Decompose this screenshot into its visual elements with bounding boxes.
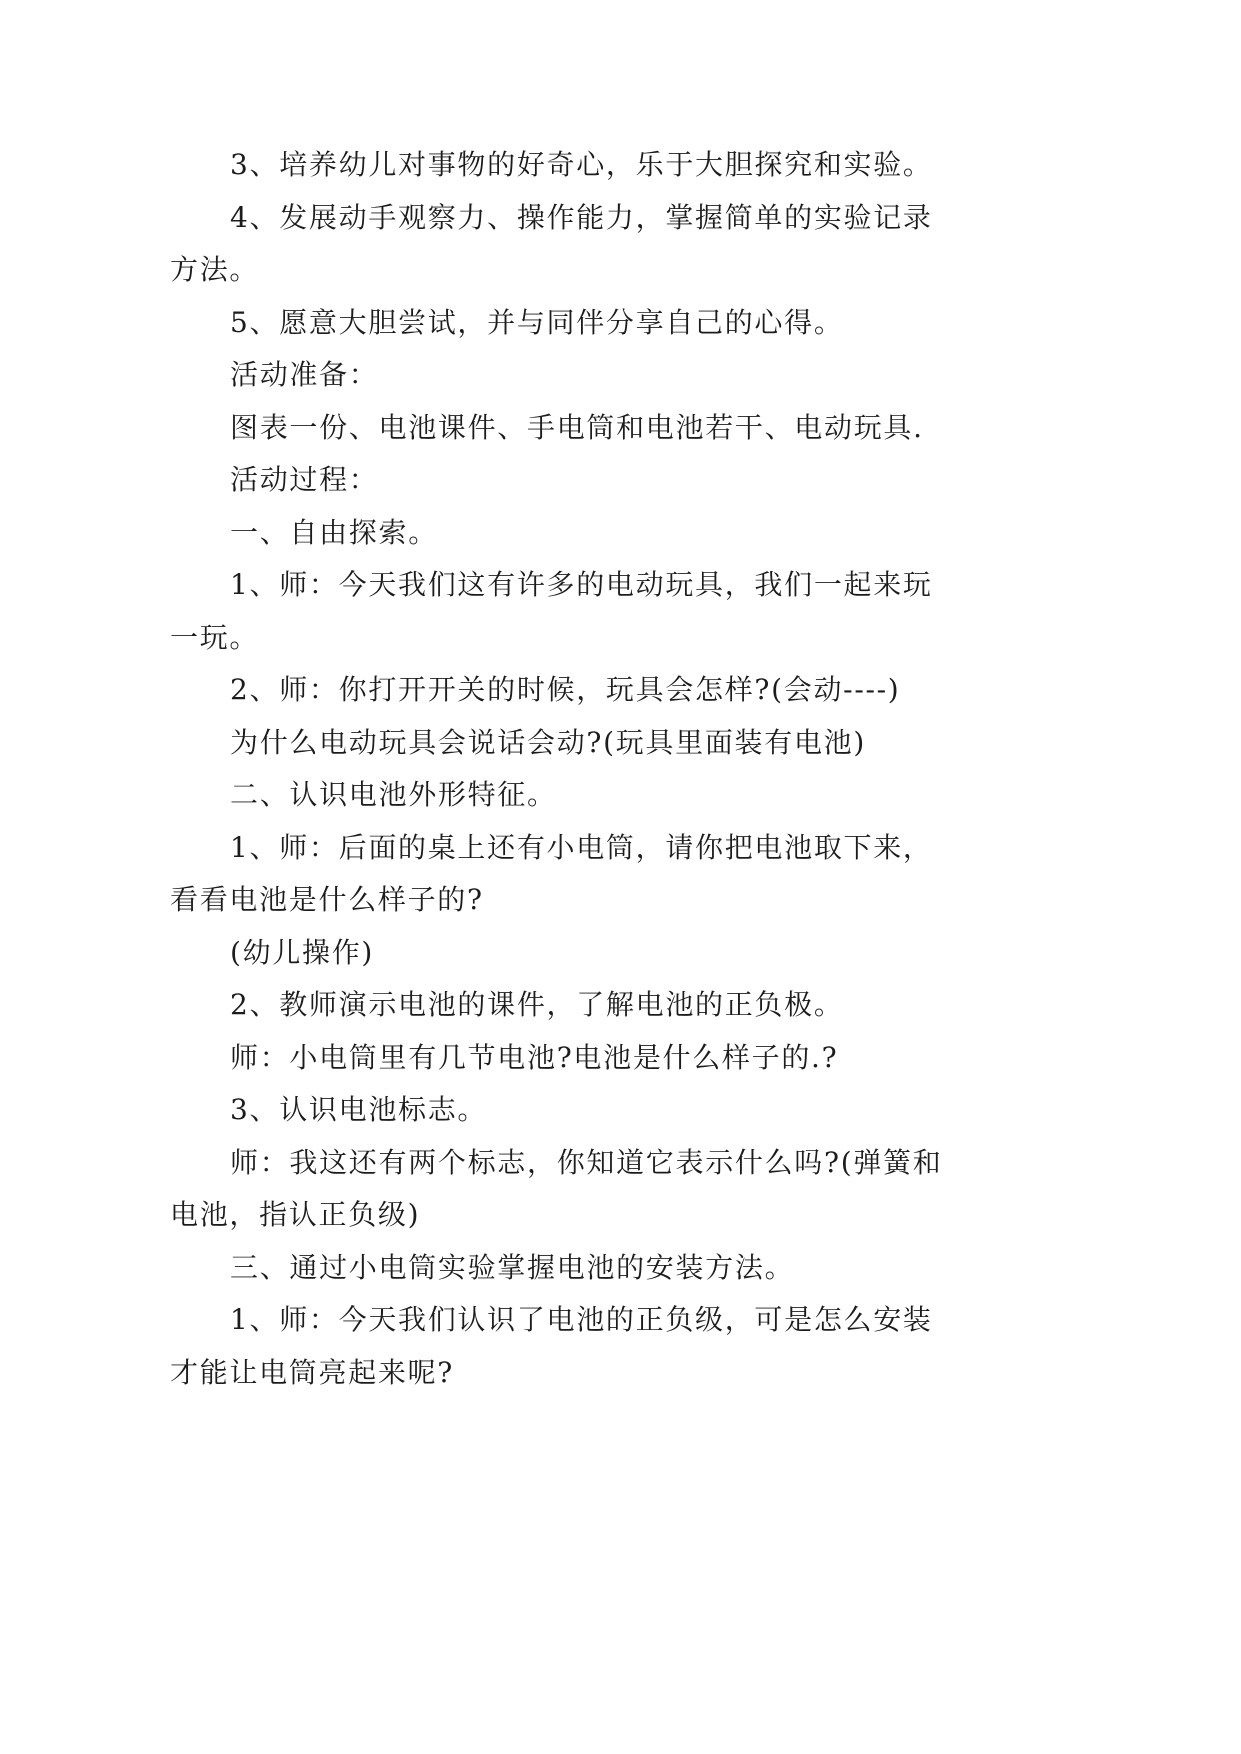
paragraph-line: 活动过程： <box>230 463 379 496</box>
paragraph-line: 师：小电筒里有几节电池?电池是什么样子的.? <box>230 1040 839 1074</box>
paragraph-line: 才能让电筒亮起来呢? <box>170 1355 455 1389</box>
paragraph-line: 4、发展动手观察力、操作能力，掌握简单的实验记录 <box>230 200 933 234</box>
paragraph-line: 一、自由探索。 <box>230 515 438 549</box>
objective-item <box>170 192 970 297</box>
materials-text <box>170 402 970 455</box>
paragraph-line: 为什么电动玩具会说话会动?(玩具里面装有电池) <box>230 725 866 759</box>
paragraph-line: 1、师：今天我们这有许多的电动玩具，我们一起来玩 <box>230 568 933 601</box>
paragraph-line: 看看电池是什么样子的? <box>170 883 484 916</box>
paragraph-line: 方法。 <box>170 253 260 286</box>
paragraph-line: 5、愿意大胆尝试，并与同伴分享自己的心得。 <box>230 305 844 339</box>
step-item <box>170 1084 970 1137</box>
step-item <box>170 1294 970 1399</box>
document-body <box>170 139 970 1399</box>
section-heading-preparation <box>170 349 970 402</box>
step-text <box>170 927 970 980</box>
step-text <box>170 1032 970 1085</box>
step-heading <box>170 1242 970 1295</box>
step-item <box>170 822 970 927</box>
step-heading <box>170 769 970 822</box>
objective-item <box>170 139 970 192</box>
step-item <box>170 559 970 664</box>
paragraph-line: 1、师：后面的桌上还有小电筒，请你把电池取下来， <box>230 830 933 864</box>
step-text <box>170 717 970 770</box>
paragraph-line: 图表一份、电池课件、手电筒和电池若干、电动玩具. <box>230 410 924 444</box>
paragraph-line: 2、教师演示电池的课件，了解电池的正负极。 <box>230 988 844 1021</box>
paragraph-line: 1、师：今天我们认识了电池的正负级，可是怎么安装 <box>230 1303 933 1336</box>
step-item <box>170 979 970 1032</box>
objective-item <box>170 297 970 350</box>
paragraph-line: 二、认识电池外形特征。 <box>230 778 557 811</box>
paragraph-line: 3、培养幼儿对事物的好奇心，乐于大胆探究和实验。 <box>230 148 933 181</box>
paragraph-line: 一玩。 <box>170 620 260 654</box>
paragraph-line: 三、通过小电筒实验掌握电池的安装方法。 <box>230 1250 795 1284</box>
step-item <box>170 664 970 717</box>
paragraph-line: 2、师：你打开开关的时候，玩具会怎样?(会动----) <box>230 673 901 706</box>
paragraph-line: (幼儿操作) <box>230 935 375 969</box>
paragraph-line: 活动准备： <box>230 358 379 391</box>
paragraph-line: 3、认识电池标志。 <box>230 1093 488 1126</box>
step-text <box>170 1137 970 1242</box>
section-heading-process <box>170 454 970 507</box>
paragraph-line: 电池，指认正负级) <box>170 1198 421 1231</box>
paragraph-line: 师：我这还有两个标志，你知道它表示什么吗?(弹簧和 <box>230 1145 943 1179</box>
step-heading <box>170 507 970 560</box>
